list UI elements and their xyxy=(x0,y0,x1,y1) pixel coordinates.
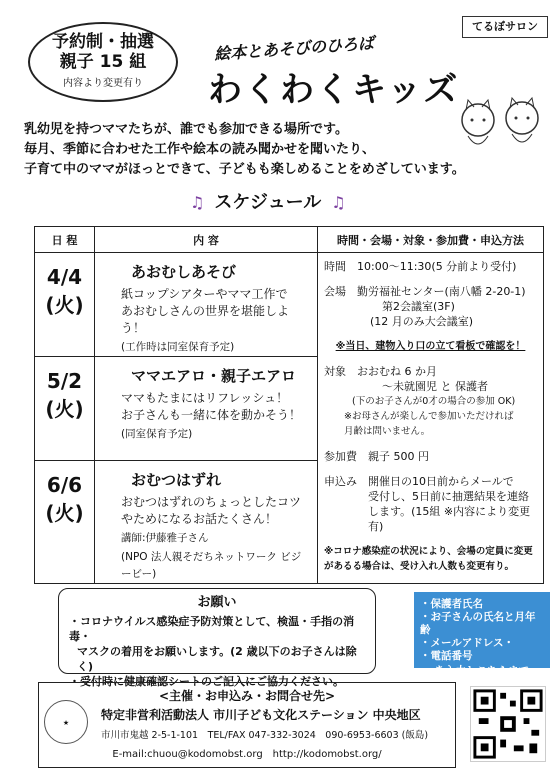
music-note-icon: ♫ xyxy=(190,193,205,212)
event-title: おむつはずれ xyxy=(131,471,222,489)
reservation-badge xyxy=(28,22,178,102)
music-note-icon: ♫ xyxy=(331,193,346,212)
badge-line1: 予約制・抽選 xyxy=(52,32,154,52)
footer-heading: <主催・お申込み・お問合せ先> xyxy=(158,689,336,703)
badge-line3: 内容より変更有り xyxy=(63,78,143,89)
header-content: 内 容 xyxy=(95,227,318,253)
application-info-box: ・保護者氏名 ・お子さんの氏名と月年齢 ・メールアドレス・ ・電話番号 を入力しこちらまで xyxy=(414,592,550,668)
schedule-heading xyxy=(180,188,356,214)
badge-line2: 親子 15 組 xyxy=(59,52,147,72)
schedule-heading-text: スケジュール xyxy=(214,192,322,213)
qr-code-icon[interactable] xyxy=(470,686,546,762)
footer-address: 市川市鬼越 2-5-1-101 TEL/FAX 047-332-3024 090-6953-6603 (飯島) xyxy=(101,730,429,741)
intro-line: 子育て中のママがほっとできて、子どもも楽しめることをめざしています。 xyxy=(24,162,465,177)
event-title: あおむしあそび xyxy=(131,263,237,281)
footer-org: 特定非営利活動法人 市川子ども文化ステーション 中央地区 xyxy=(101,708,421,722)
page-title: わくわくキッズ xyxy=(208,70,460,110)
event-content: あおむしあそび 紙コップシアターやママ工作で あおむしさんの世界を堪能しよう！ (工作時は同室保育予定) xyxy=(95,253,318,357)
bluebox-cta: を入力しこちらまで xyxy=(434,665,530,677)
event-info: 時間 10:00～11:30(5 分前より受付) 会場 勤労福祉センター(南八幡 2-20-1) 第2会議室(3F) (12 月のみ大会議室) ※当日、建物入り口の立て看板で確認を！ 対象 おおむね 6 か月 ～未就園児 と 保護者 (下のお子さんが0才の場合の参加 OK) ※お母さんが楽しんで参加いただければ 月齢は問いません。 参加費 親子 500 円 申込み 開催日の10日前からメールで 受付し、5日前に抽選結果を連絡 します。(15組 ※内容により変更有) ※コロナ感染症の状況により、会場の定員に変更があるる場合は、受け入れ人数も変更有り。 xyxy=(318,253,544,584)
event-content: おむつはずれ おむつはずれのちょっとしたコツ やためになるお話たくさん！ 講師:伊藤雅子さん (NPO 法人親そだちネットワーク ビジービー) xyxy=(95,461,318,584)
event-date: 6/6 (火) xyxy=(35,461,95,584)
footer-box xyxy=(38,682,456,768)
schedule-table xyxy=(34,226,544,584)
header-date: 日 程 xyxy=(35,227,95,253)
org-label: てるぼサロン xyxy=(462,16,548,38)
org-logo-icon: ★ xyxy=(44,700,88,744)
request-item: ・受付時に健康確認シートのご記入にご協力ください。 xyxy=(69,675,344,688)
subtitle: 絵本とあそびのひろば xyxy=(213,33,375,64)
request-box xyxy=(58,588,376,688)
event-date: 4/4 (火) xyxy=(35,253,95,357)
footer-contact[interactable]: E-mail:chuou@kodomobst.org http://kodomobst.org/ xyxy=(112,749,382,760)
intro-line: 乳幼児を持つママたちが、誰でも参加できる場所です。 xyxy=(24,122,348,137)
header-info: 時間・会場・対象・参加費・申込方法 xyxy=(318,227,544,253)
event-content: ママエアロ・親子エアロ ママもたまにはリフレッシュ！ お子さんも一緒に体を動かそう！ (同室保育予定) xyxy=(95,357,318,461)
request-item: マスクの着用をお願いします。(2 歳以下のお子さんは除く) xyxy=(77,645,357,673)
event-date: 5/2 (火) xyxy=(35,357,95,461)
venue-note: ※当日、建物入り口の立て看板で確認を！ xyxy=(335,341,526,352)
event-title: ママエアロ・親子エアロ xyxy=(131,367,297,385)
intro-text xyxy=(24,120,524,180)
covid-note: ※コロナ感染症の状況により、会場の定員に変更があるる場合は、受け入れ人数も変更有り。 xyxy=(324,546,533,572)
request-item: ・コロナウイルス感染症予防対策として、検温・手指の消毒・ xyxy=(69,615,355,643)
intro-line: 毎月、季節に合わせた工作や絵本の読み聞かせを聞いたり、 xyxy=(24,142,376,157)
request-heading: お願い xyxy=(197,595,237,610)
